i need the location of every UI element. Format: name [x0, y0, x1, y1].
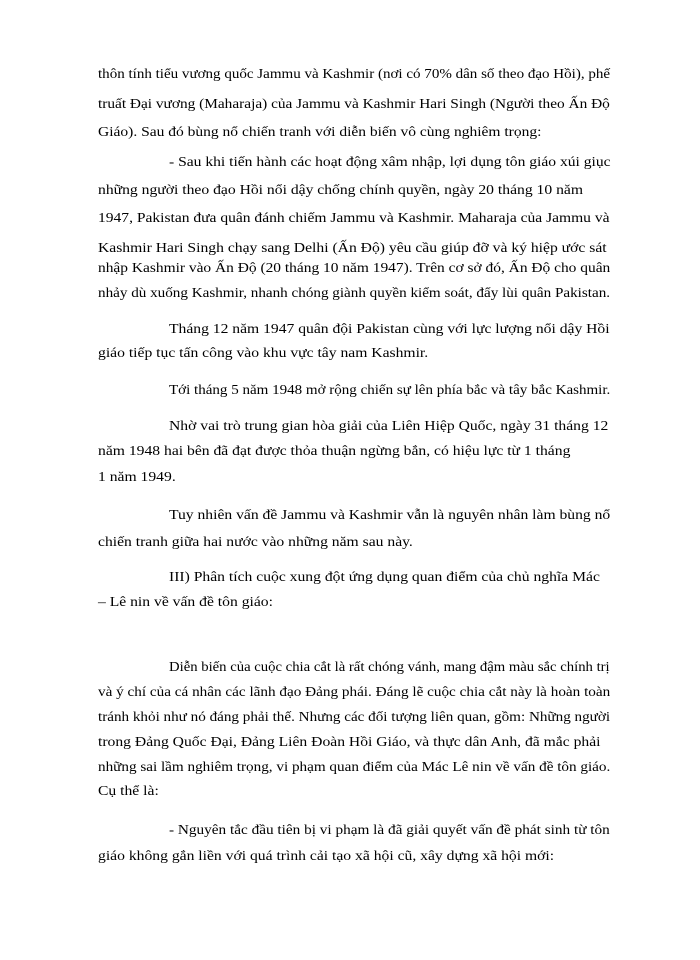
- text-line: giáo tiếp tục tấn công vào khu vực tây nam Kashmir.: [98, 345, 429, 360]
- section-heading-continuation: – Lê nin về vấn đề tôn giáo:: [98, 594, 273, 609]
- text-line: Tháng 12 năm 1947 quân đội Pakistan cùng với lực lượng nổi dậy Hồi: [169, 321, 610, 336]
- text-line: Giáo). Sau đó bùng nổ chiến tranh với diễn biến vô cùng nghiêm trọng:: [98, 124, 542, 139]
- text-line: nhập Kashmir vào Ấn Độ (20 tháng 10 năm 1947). Trên cơ sở đó, Ấn Độ cho quân: [98, 260, 611, 275]
- text-line: nhảy dù xuống Kashmir, nhanh chóng giành quyền kiểm soát, đẩy lùi quân Pakistan.: [98, 285, 611, 300]
- text-line: - Nguyên tắc đầu tiên bị vi phạm là đã giải quyết vấn đề phát sinh từ tôn: [169, 822, 610, 837]
- text-line: - Sau khi tiến hành các hoạt động xâm nhập, lợi dụng tôn giáo xúi giục: [169, 154, 611, 169]
- text-line: Nhờ vai trò trung gian hòa giải của Liên Hiệp Quốc, ngày 31 tháng 12: [169, 418, 609, 433]
- text-line: thôn tính tiểu vương quốc Jammu và Kashmir (nơi có 70% dân số theo đạo Hồi), phế: [98, 66, 611, 81]
- text-line: tránh khỏi như nó đáng phải thế. Nhưng các đối tượng liên quan, gồm: Những người: [98, 709, 611, 724]
- text-line: Cụ thể là:: [98, 783, 159, 798]
- text-line: 1 năm 1949.: [98, 469, 176, 484]
- text-line: truất Đại vương (Maharaja) của Jammu và Kashmir Hari Singh (Người theo Ấn Độ: [98, 96, 610, 111]
- text-line: chiến tranh giữa hai nước vào những năm sau này.: [98, 534, 413, 549]
- text-line: và ý chí của cá nhân các lãnh đạo Đảng phái. Đáng lẽ cuộc chia cắt này là hoàn toàn: [98, 684, 611, 699]
- text-line: Diễn biến của cuộc chia cắt là rất chóng vánh, mang đậm màu sắc chính trị: [169, 659, 610, 674]
- text-line: năm 1948 hai bên đã đạt được thỏa thuận ngừng bắn, có hiệu lực từ 1 tháng: [98, 443, 571, 458]
- text-line: trong Đảng Quốc Đại, Đảng Liên Đoàn Hồi Giáo, và thực dân Anh, đã mắc phải: [98, 734, 601, 749]
- text-line: những sai lầm nghiêm trọng, vi phạm quan điểm của Mác Lê nin về vấn đề tôn giáo.: [98, 759, 611, 774]
- text-line: Kashmir Hari Singh chạy sang Delhi (Ấn Độ) yêu cầu giúp đỡ và ký hiệp ước sát: [98, 240, 607, 255]
- text-line: giáo không gắn liền với quá trình cải tạo xã hội cũ, xây dựng xã hội mới:: [98, 848, 555, 863]
- text-line: 1947, Pakistan đưa quân đánh chiếm Jammu và Kashmir. Maharaja của Jammu và: [98, 210, 610, 225]
- text-line: Tới tháng 5 năm 1948 mở rộng chiến sự lên phía bắc và tây bắc Kashmir.: [169, 382, 611, 397]
- text-line: những người theo đạo Hồi nổi dậy chống chính quyền, ngày 20 tháng 10 năm: [98, 182, 584, 197]
- text-line: Tuy nhiên vấn đề Jammu và Kashmir vẫn là nguyên nhân làm bùng nổ: [169, 507, 611, 522]
- section-heading: III) Phân tích cuộc xung đột ứng dụng quan điểm của chủ nghĩa Mác: [169, 569, 600, 584]
